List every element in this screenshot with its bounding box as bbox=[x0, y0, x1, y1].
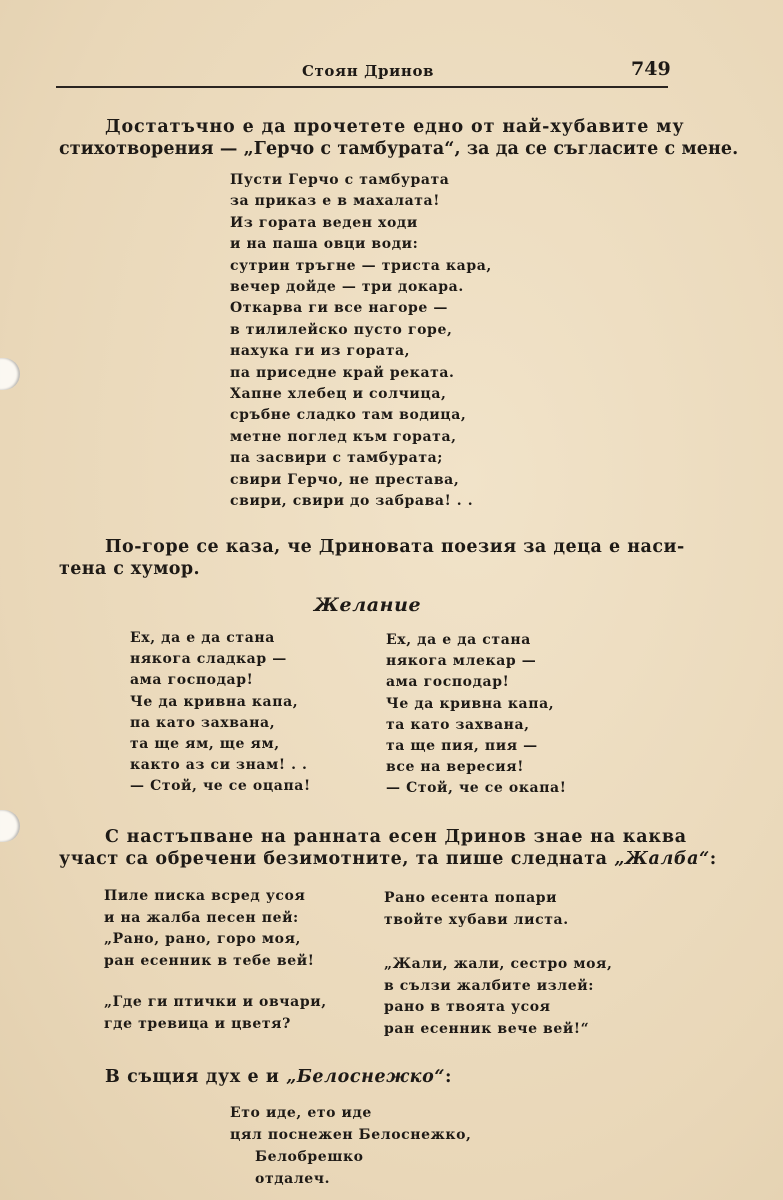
poem-title-belosnezhko: „Белоснежко“ bbox=[286, 1067, 446, 1087]
poem-line: в тилилейско пусто горе, bbox=[230, 321, 453, 338]
running-header-author: Стоян Дринов bbox=[302, 62, 435, 80]
poem-line: свири Герчо, не престава, bbox=[230, 471, 460, 488]
poem-line: Белобрешко bbox=[255, 1149, 364, 1165]
paragraph-line: С настъпване на ранната есен Дринов знае на каква bbox=[105, 827, 687, 847]
poem-title-zhalba: „Жалба“ bbox=[614, 849, 710, 869]
poem-line: Рано есента попари bbox=[384, 890, 558, 906]
poem-line: в сълзи жалбите излей: bbox=[384, 977, 595, 994]
poem-line: Откарва ги все нагоре — bbox=[230, 300, 448, 317]
poem-line: Ето иде, ето иде bbox=[230, 1105, 372, 1121]
poem-line: Хапне хлебец и солчица, bbox=[230, 386, 447, 403]
poem-line: и на паша овци води: bbox=[230, 236, 419, 253]
paragraph-line: Достатъчно е да прочетете едно от най-хубавите му bbox=[105, 117, 685, 137]
poem-zhelanie-left bbox=[130, 628, 311, 798]
paragraph-line: По-горе се каза, че Дриновата поезия за деца е наси- bbox=[105, 537, 685, 557]
poem-line: где тревица и цветя? bbox=[104, 1015, 291, 1032]
poem-line: ран есенник в тебе вей! bbox=[104, 952, 315, 969]
poem-line: ран есенник вече вей!“ bbox=[384, 1020, 590, 1037]
punch-hole bbox=[0, 358, 20, 390]
poem-line: рано в твоята усоя bbox=[384, 999, 551, 1016]
paragraph-line: тена с хумор. bbox=[59, 559, 201, 579]
paragraph-line bbox=[59, 848, 717, 870]
poem-line: Че да кривна капа, bbox=[386, 695, 555, 712]
punch-hole bbox=[0, 810, 20, 842]
poem-line: отдалеч. bbox=[255, 1171, 331, 1187]
poem-line: па приседне край реката. bbox=[230, 364, 455, 381]
poem-gercho bbox=[230, 170, 492, 513]
poem-line: па засвири с тамбурата; bbox=[230, 450, 444, 467]
poem-line: „Рано, рано, горо моя, bbox=[104, 931, 302, 948]
page-number: 749 bbox=[631, 58, 671, 80]
header-rule bbox=[56, 86, 668, 88]
paragraph-text: В същия дух е и bbox=[105, 1067, 287, 1087]
poem-line: нахука ги из горaта, bbox=[230, 343, 411, 360]
poem-line: Из горaта веден ходи bbox=[230, 214, 418, 231]
paragraph-intro bbox=[59, 116, 739, 160]
paragraph-belosnezhko bbox=[105, 1066, 452, 1088]
paragraph-punctuation: : bbox=[709, 849, 717, 869]
poem-zhelanie-right bbox=[386, 630, 566, 800]
poem-line: Ех, да е да стана bbox=[386, 632, 531, 648]
paragraph-punctuation: : bbox=[445, 1067, 453, 1087]
poem-line: та ще пия, пия — bbox=[386, 738, 538, 755]
poem-line: та ще ям, ще ям, bbox=[130, 736, 280, 753]
poem-line: Ех, да е да стана bbox=[130, 630, 275, 646]
poem-line: метне поглед към горaта, bbox=[230, 428, 457, 445]
poem-line: твойте хубави листа. bbox=[384, 911, 569, 928]
poem-line: Пусти Герчо с тамбурата bbox=[230, 172, 450, 188]
poem-line: ама господар! bbox=[386, 674, 510, 691]
poem-line: та като захвана, bbox=[386, 716, 530, 733]
paragraph-line: стихотворения — „Герчо с тамбурата“, за да се съгласите с мене. bbox=[59, 139, 739, 159]
paragraph-humor bbox=[59, 536, 685, 580]
poem-line: па като захвана, bbox=[130, 714, 276, 731]
poem-line: ама господар! bbox=[130, 672, 254, 689]
poem-title-zhelanie: Желание bbox=[314, 594, 422, 616]
poem-line: — Стой, че се окапа! bbox=[386, 780, 567, 797]
poem-line: „Где ги птички и овчари, bbox=[104, 994, 327, 1010]
poem-belosnezhko bbox=[230, 1102, 471, 1190]
poem-line: както аз си знам! . . bbox=[130, 757, 308, 774]
poem-line: цял поснежен Белоснежко, bbox=[230, 1127, 472, 1143]
poem-line: някога млекар — bbox=[386, 653, 537, 670]
poem-zhalba-left-stanza2 bbox=[104, 992, 327, 1035]
poem-line: Че да кривна капа, bbox=[130, 693, 299, 710]
poem-line: все на вересия! bbox=[386, 759, 524, 776]
poem-line: — Стой, че се оцапа! bbox=[130, 778, 311, 795]
poem-line: и на жалба песен пей: bbox=[104, 909, 299, 926]
poem-line: Пиле писка всред усоя bbox=[104, 888, 306, 904]
poem-line: сутрин тръгне — триста кара, bbox=[230, 257, 492, 274]
poem-line: сръбне сладко там водица, bbox=[230, 407, 467, 424]
poem-line: някога сладкар — bbox=[130, 651, 287, 668]
poem-line: вечер дойде — три докара. bbox=[230, 279, 464, 296]
paragraph-text: участ са обречени безимотните, та пише следната bbox=[59, 849, 615, 869]
poem-line: „Жали, жали, сестро моя, bbox=[384, 956, 613, 972]
poem-zhalba-left bbox=[104, 886, 314, 972]
poem-line: за приказ е в махалата! bbox=[230, 193, 440, 210]
paragraph-autumn bbox=[59, 826, 717, 870]
poem-zhalba-right-stanza2 bbox=[384, 954, 612, 1040]
poem-line: свири, свири до забрава! . . bbox=[230, 493, 474, 510]
poem-zhalba-right bbox=[384, 888, 569, 931]
